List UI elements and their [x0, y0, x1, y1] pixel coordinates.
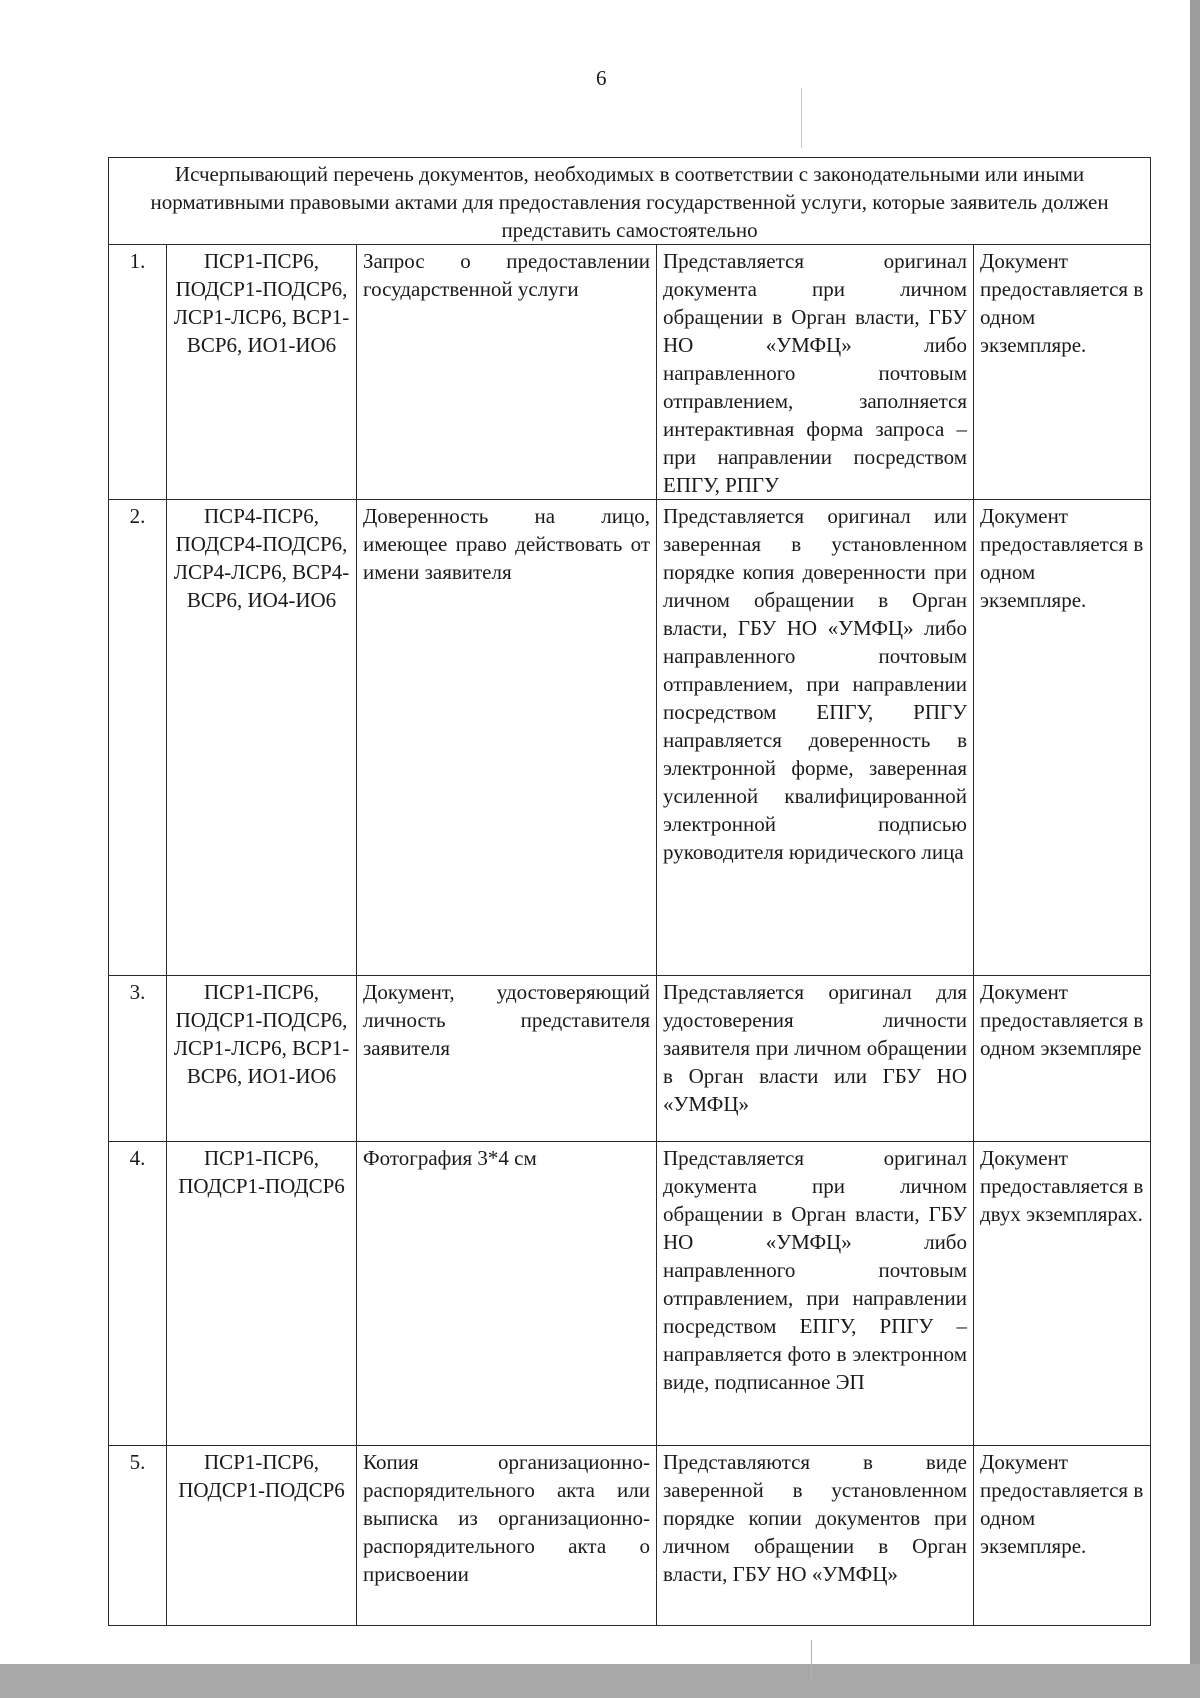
fold-line-bottom: [811, 1640, 812, 1680]
row-document: Фотография 3*4 см: [357, 1142, 657, 1446]
row-submission: Представляются в виде заверенной в установленном порядке копии документов при личном обращении в Орган власти, ГБУ НО «УМФЦ»: [657, 1446, 974, 1626]
row-number: 4.: [109, 1142, 167, 1446]
fold-line-top: [801, 88, 802, 148]
row-document: Документ, удостоверяющий личность представителя заявителя: [357, 976, 657, 1142]
row-codes: ПСР4-ПСР6, ПОДСР4-ПОДСР6, ЛСР4-ЛСР6, ВСР4-ВСР6, ИО4-ИО6: [167, 500, 357, 976]
documents-table: [108, 157, 1151, 1626]
row-codes: ПСР1-ПСР6, ПОДСР1-ПОДСР6, ЛСР1-ЛСР6, ВСР1-ВСР6, ИО1-ИО6: [167, 245, 357, 500]
row-number: 3.: [109, 976, 167, 1142]
table-row: [109, 1446, 1151, 1626]
page-number: 6: [596, 66, 607, 90]
row-number: 2.: [109, 500, 167, 976]
scan-edge-bottom: [0, 1664, 1200, 1698]
table-header: Исчерпывающий перечень документов, необходимых в соответствии с законодательными или иными нормативными правовыми актами для предоставления государственной услуги, которые заявитель должен представить самостоятельно: [109, 158, 1151, 245]
row-note: Документ предоставляется в одном экземпляре: [974, 976, 1151, 1142]
row-submission: Представляется оригинал или заверенная в установленном порядке копия доверенности при личном обращении в Орган власти, ГБУ НО «УМФЦ» либо направленного почтовым отправлением, при направлении посредством ЕПГУ, РПГУ направляется доверенность в электронной форме, заверенная усиленной квалифицированной электронной подписью руководителя юридического лица: [657, 500, 974, 976]
row-note: Документ предоставляется в одном экземпляре.: [974, 245, 1151, 500]
table-row: [109, 976, 1151, 1142]
row-codes: ПСР1-ПСР6, ПОДСР1-ПОДСР6: [167, 1142, 357, 1446]
row-submission: Представляется оригинал документа при личном обращении в Орган власти, ГБУ НО «УМФЦ» либо направленного почтовым отправлением, заполняется интерактивная форма запроса – при направлении посредством ЕПГУ, РПГУ: [657, 245, 974, 500]
row-note: Документ предоставляется в одном экземпляре.: [974, 500, 1151, 976]
row-number: 5.: [109, 1446, 167, 1626]
row-document: Доверенность на лицо, имеющее право действовать от имени заявителя: [357, 500, 657, 976]
row-number: 1.: [109, 245, 167, 500]
row-submission: Представляется оригинал для удостоверения личности заявителя при личном обращении в Орган власти или ГБУ НО «УМФЦ»: [657, 976, 974, 1142]
row-submission: Представляется оригинал документа при личном обращении в Орган власти, ГБУ НО «УМФЦ» либо направленного почтовым отправлением, при направлении посредством ЕПГУ, РПГУ – направляется фото в электронном виде, подписанное ЭП: [657, 1142, 974, 1446]
row-document: Копия организационно-распорядительного акта или выписка из организационно-распорядительного акта о присвоении: [357, 1446, 657, 1626]
table-row: [109, 1142, 1151, 1446]
row-codes: ПСР1-ПСР6, ПОДСР1-ПОДСР6: [167, 1446, 357, 1626]
table-row: [109, 245, 1151, 500]
row-document: Запрос о предоставлении государственной услуги: [357, 245, 657, 500]
scan-edge-right: [1190, 0, 1200, 1698]
table-row: [109, 500, 1151, 976]
table-header-row: [109, 158, 1151, 245]
row-codes: ПСР1-ПСР6, ПОДСР1-ПОДСР6, ЛСР1-ЛСР6, ВСР1-ВСР6, ИО1-ИО6: [167, 976, 357, 1142]
row-note: Документ предоставляется в одном экземпляре.: [974, 1446, 1151, 1626]
row-note: Документ предоставляется в двух экземплярах.: [974, 1142, 1151, 1446]
